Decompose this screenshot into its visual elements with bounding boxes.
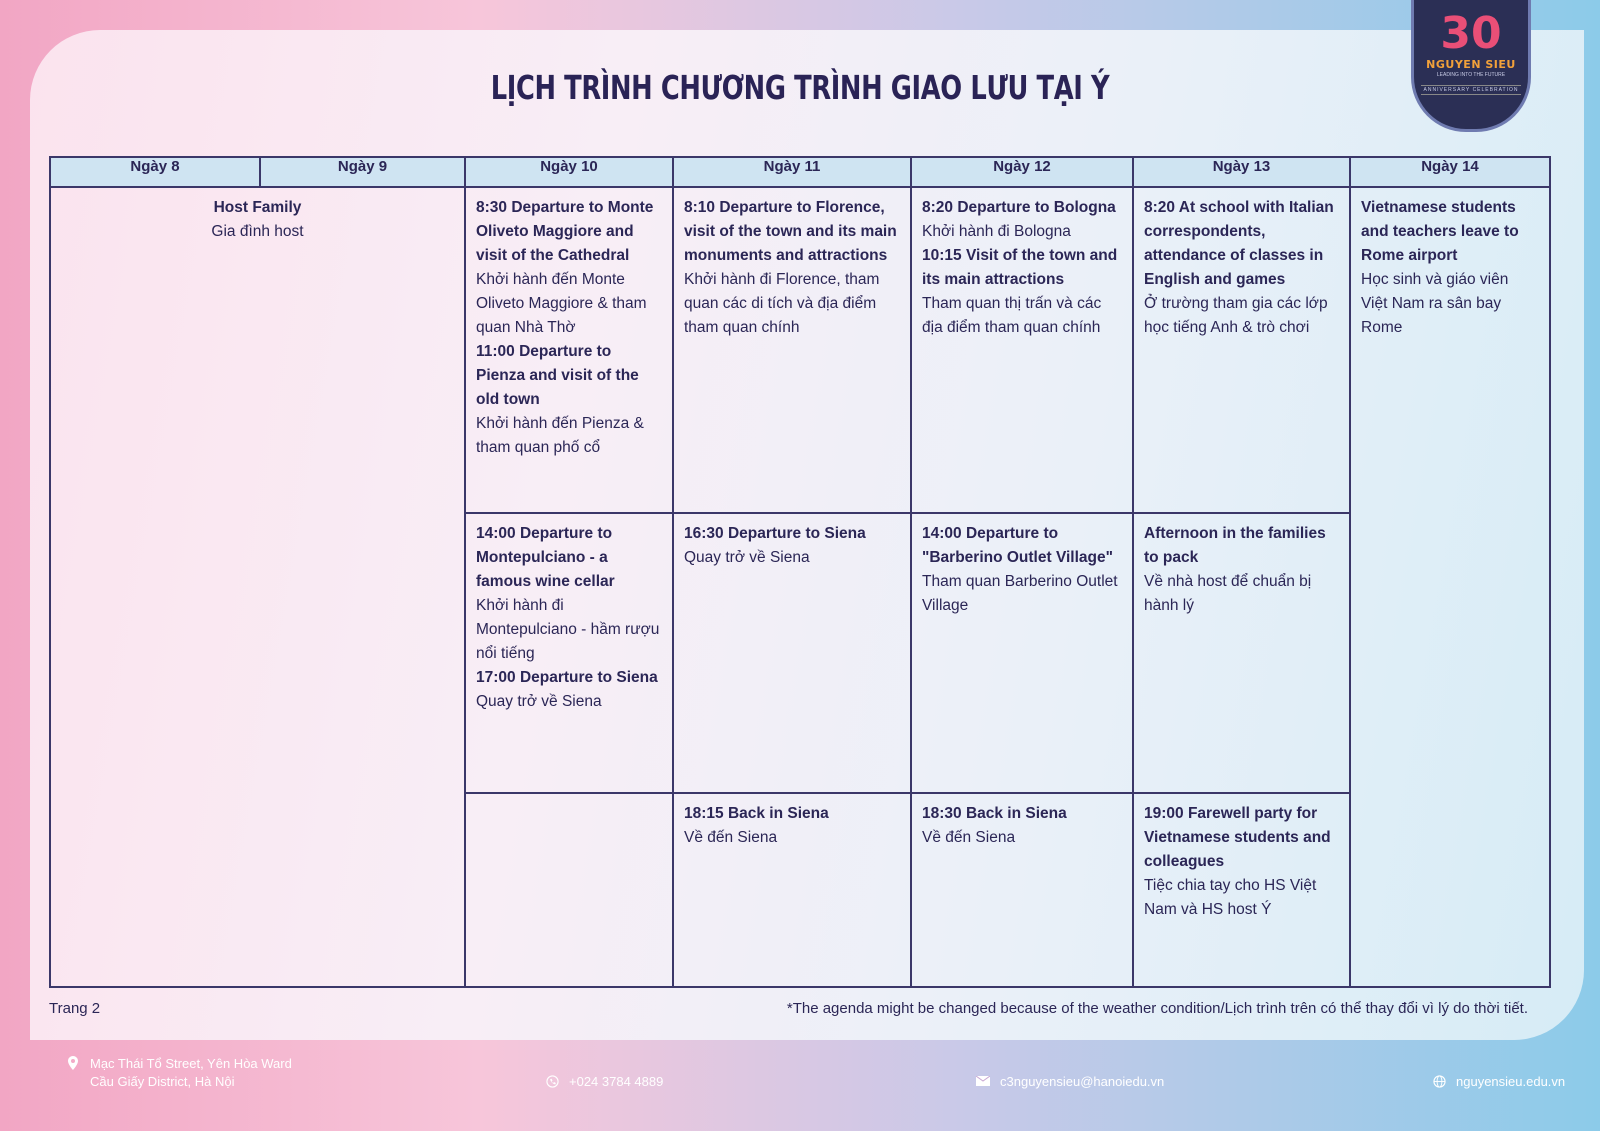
day10-item-vi: Khởi hành đi Montepulciano - hầm rượu nổi tiếng: [476, 597, 660, 662]
day10-item-en: 8:30 Departure to Monte Oliveto Maggiore and visit of the Cathedral: [476, 199, 654, 264]
page-title: LỊCH TRÌNH CHƯƠNG TRÌNH GIAO LƯU TẠI Ý: [490, 68, 1110, 107]
footer-phone[interactable]: [545, 1074, 663, 1089]
address-line-2: Cầu Giấy District, Hà Nội: [90, 1074, 235, 1089]
address-line-1: Mạc Thái Tổ Street, Yên Hòa Ward: [90, 1056, 292, 1071]
day10-morning-cell: [465, 187, 673, 513]
day11-evening-cell: [673, 793, 911, 987]
day13-item-vi: Về nhà host để chuẩn bị hành lý: [1144, 573, 1312, 614]
phone-icon: [545, 1074, 559, 1088]
logo-number: 30: [1440, 8, 1502, 59]
day13-item-en: 8:20 At school with Italian correspondents, attendance of classes in English and games: [1144, 199, 1334, 288]
header-row: [50, 157, 1550, 187]
phone-number: +024 3784 4889: [569, 1074, 664, 1089]
day13-morning-cell: [1133, 187, 1350, 513]
day12-item-en: 18:30 Back in Siena: [922, 805, 1067, 822]
day13-item-en: 19:00 Farewell party for Vietnamese students and colleagues: [1144, 805, 1331, 870]
footer-address: [66, 1056, 292, 1089]
day10-item-en: 14:00 Departure to Montepulciano - a famous wine cellar: [476, 525, 615, 590]
mail-icon: [976, 1074, 990, 1088]
day12-item-vi: Về đến Siena: [922, 829, 1016, 846]
day11-item-en: 16:30 Departure to Siena: [684, 525, 866, 542]
day12-item-en: 8:20 Departure to Bologna: [922, 199, 1116, 216]
host-family-en: Host Family: [213, 199, 302, 216]
day11-item-vi: Về đến Siena: [684, 829, 778, 846]
day11-morning-cell: [673, 187, 911, 513]
host-family-vi: Gia đình host: [211, 223, 304, 240]
day14-item-vi: Học sinh và giáo viên Việt Nam ra sân bay Rome: [1361, 271, 1509, 336]
day11-item-en: 18:15 Back in Siena: [684, 805, 829, 822]
day10-item-vi: Khởi hành đến Monte Oliveto Maggiore & tham quan Nhà Thờ: [476, 271, 647, 336]
day12-evening-cell: [911, 793, 1133, 987]
email-address: c3nguyensieu@hanoiedu.vn: [1000, 1074, 1165, 1089]
logo-tagline: LEADING INTO THE FUTURE: [1436, 72, 1506, 78]
location-pin-icon: [66, 1056, 80, 1070]
day13-item-vi: Ở trường tham gia các lớp học tiếng Anh & trò chơi: [1144, 295, 1328, 336]
logo-anniversary: ANNIVERSARY CELEBRATION: [1421, 85, 1522, 95]
day13-item-vi: Tiệc chia tay cho HS Việt Nam và HS host Ý: [1144, 877, 1317, 918]
day13-afternoon-cell: [1133, 513, 1350, 793]
header-day-9: Ngày 9: [260, 157, 465, 187]
day10-item-vi: Khởi hành đến Pienza & tham quan phố cổ: [476, 415, 644, 456]
day12-item-en: 10:15 Visit of the town and its main attractions: [922, 247, 1118, 288]
header-day-11: Ngày 11: [673, 157, 911, 187]
day12-item-vi: Tham quan thị trấn và các địa điểm tham quan chính: [922, 295, 1102, 336]
anniversary-logo: [1411, 0, 1531, 132]
day11-afternoon-cell: [673, 513, 911, 793]
day13-evening-cell: [1133, 793, 1350, 987]
header-day-8: Ngày 8: [50, 157, 260, 187]
schedule-table: [49, 156, 1551, 988]
day12-afternoon-cell: [911, 513, 1133, 793]
footer-email[interactable]: [976, 1074, 1164, 1089]
schedule-row-morning: [50, 187, 1550, 513]
logo-school-name: NGUYEN SIEU: [1426, 58, 1516, 71]
header-day-12: Ngày 12: [911, 157, 1133, 187]
website-url: nguyensieu.edu.vn: [1456, 1074, 1566, 1089]
footer-website[interactable]: [1432, 1074, 1565, 1089]
disclaimer-note: *The agenda might be changed because of the weather condition/Lịch trình trên có thể thay đổi vì lý do thời tiết.: [786, 1000, 1528, 1017]
day12-morning-cell: [911, 187, 1133, 513]
header-day-13: Ngày 13: [1133, 157, 1350, 187]
day11-item-vi: Khởi hành đi Florence, tham quan các di tích và địa điểm tham quan chính: [684, 271, 880, 336]
day12-item-vi: Khởi hành đi Bologna: [922, 223, 1071, 240]
day12-item-en: 14:00 Departure to "Barberino Outlet Village": [922, 525, 1113, 566]
day10-item-vi: Quay trở về Siena: [476, 693, 602, 710]
header-day-10: Ngày 10: [465, 157, 673, 187]
day14-item-en: Vietnamese students and teachers leave to Rome airport: [1361, 199, 1519, 264]
host-family-cell: [50, 187, 465, 987]
header-day-14: Ngày 14: [1350, 157, 1550, 187]
day10-item-en: 17:00 Departure to Siena: [476, 669, 658, 686]
day14-cell: [1350, 187, 1550, 987]
day10-afternoon-cell: [465, 513, 673, 793]
day11-item-vi: Quay trở về Siena: [684, 549, 810, 566]
day13-item-en: Afternoon in the families to pack: [1144, 525, 1326, 566]
day11-item-en: 8:10 Departure to Florence, visit of the town and its main monuments and attractions: [684, 199, 897, 264]
day10-evening-cell: [465, 793, 673, 987]
day12-item-vi: Tham quan Barberino Outlet Village: [922, 573, 1118, 614]
day10-item-en: 11:00 Departure to Pienza and visit of the old town: [476, 343, 639, 408]
page-number: Trang 2: [49, 1000, 101, 1017]
globe-icon: [1432, 1074, 1446, 1088]
footer: [0, 1048, 1600, 1108]
